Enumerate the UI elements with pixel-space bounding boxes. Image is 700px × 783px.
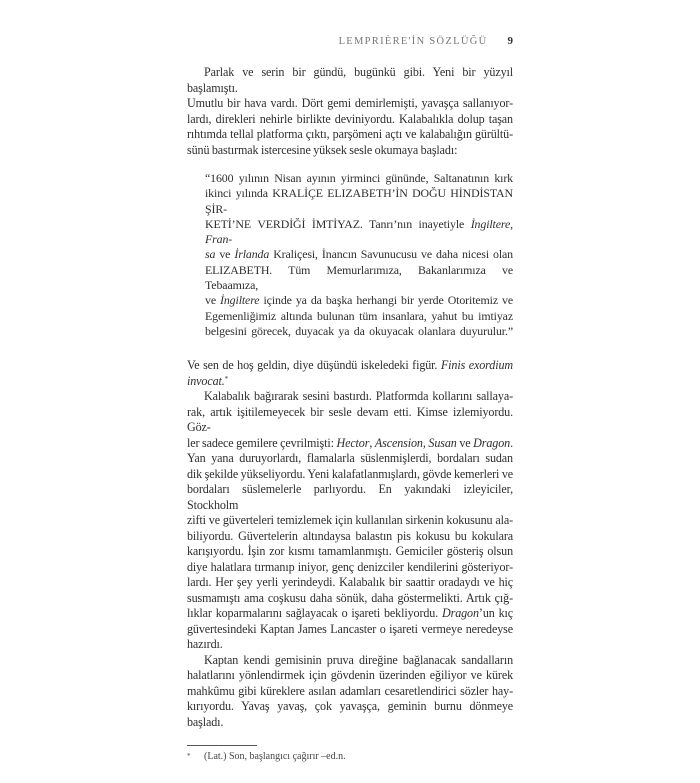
text-line [187, 112, 513, 128]
paragraph [187, 653, 513, 731]
italic-text: Ascension [374, 435, 423, 450]
italic-text: Dragon [473, 435, 511, 450]
text-segment: güvertesindeki Kaptan James Lancaster o işareti vermeye neredeyse [187, 621, 513, 636]
text-segment: Yan yana duruyorlardı, flamalarla süslenmişlerdi, bordaları sudan [187, 451, 513, 466]
text-line [187, 143, 513, 159]
text-segment: . [510, 435, 513, 450]
body-text [187, 65, 513, 730]
book-page [187, 0, 513, 783]
text-segment: lardı, direkleri nehirle birlikte deviniyordu. Kalabalıkla dolup taşan [187, 111, 513, 126]
text-segment: ve [456, 435, 474, 450]
text-segment: , [510, 216, 513, 231]
text-line [205, 263, 513, 294]
text-segment: ’un kıç [478, 606, 513, 621]
italic-text: invocat. [187, 373, 225, 388]
text-line [187, 436, 513, 452]
text-segment: ELIZABETH. Tüm Memurlarımıza, Bakanlarımıza ve Tebaamıza, [205, 262, 513, 293]
footnote [187, 750, 513, 783]
italic-text: sa [205, 247, 216, 262]
text-line [187, 451, 513, 467]
text-segment: rıhtımda tellal platforma çıktı, parşömeni açtı ve kalabalığın gürültü- [187, 127, 513, 141]
text-segment: Kalabalık bağırarak sesini bastırdı. Platformda kollarını sallaya- [204, 389, 513, 404]
text-line [205, 171, 513, 186]
text-segment: bordaları süslemelerle parlıyordu. En yakındaki izleyiciler, Stockholm [187, 482, 513, 512]
text-segment: ler sadece gemilere çevrilmişti: [187, 435, 337, 450]
text-line [187, 65, 513, 96]
text-line [187, 637, 513, 653]
footnote-mark: * [187, 752, 191, 761]
text-segment: sünü bastırmak istercesine yüksek sesle okumaya başladı: [187, 142, 458, 157]
text-segment: Kaptan kendi gemisinin pruva direğine bağlanacak sandalların [204, 652, 513, 667]
italic-text: Finis exordium [440, 358, 513, 373]
text-line [205, 293, 513, 308]
text-segment: hazırdı. [187, 637, 223, 652]
italic-text: Dragon [442, 606, 479, 621]
text-segment: biliyordu. Güvertelerin altındaysa balastın pis kokusu bu kokulara [187, 528, 513, 543]
text-segment: belgesini görecek, duyacak ya da okuyacak olanlara duyurulur.” [205, 323, 513, 338]
text-segment: zifti ve güverteleri temizlemek için kullanılan sirkenin kokusunu ala- [187, 513, 513, 528]
text-line [187, 389, 513, 405]
text-line [187, 699, 513, 730]
page-number: 9 [507, 35, 513, 47]
text-segment: Parlak ve serin bir gündü, bugünkü gibi. Yeni bir yüzyıl başlamıştı. [187, 65, 513, 95]
text-segment: ve [215, 247, 235, 262]
text-segment: Egemenliğimiz altında bulunan tüm insanlara, yahut bu imtiyaz [205, 308, 513, 323]
text-line [187, 482, 513, 513]
text-segment: dik şekilde yükseliyordu. Yeni kalafatlanmışlardı, gövde kemerleri ve [187, 466, 513, 481]
text-line [205, 247, 513, 262]
text-line [187, 622, 513, 638]
text-segment: karışıyordu. İşin zor kısmı tamamlanmıştı. Gemiciler gösteriş olsun [187, 544, 513, 559]
paragraph [187, 65, 513, 158]
text-line [187, 96, 513, 112]
text-segment: ve [205, 293, 221, 308]
paragraph [187, 389, 513, 653]
text-line [205, 324, 513, 339]
text-line [205, 217, 513, 248]
italic-text: Hector [336, 435, 370, 450]
text-line [187, 684, 513, 700]
italic-text: Susan [428, 435, 457, 450]
text-segment: halatlarını yönlendirmek için gövdenin üzerinden eğiliyor ve kürek [187, 668, 513, 683]
italic-text: İngiltere [220, 293, 260, 308]
block-quote [205, 171, 513, 339]
text-line [187, 358, 513, 374]
italic-text: İrlanda [234, 247, 270, 262]
text-segment: Kraliçesi, İnancın Savunucusu ve daha nicesi olan [269, 247, 514, 262]
text-segment: mahkûmu gibi küreklere asılan adamları cesaretlendirici sözler hay- [187, 683, 513, 698]
text-segment: rak, artık işitilemeyecek bir sesle devam etti. Kimse izlemiyordu. Göz- [187, 404, 513, 435]
text-segment: diye halatlara tırmanıp iniyor, genç denizciler kendilerini gösteriyor- [187, 559, 513, 574]
text-segment: ikinci yılında KRALİÇE ELIZABETH’İN DOĞU HİNDİSTAN ŞİR- [205, 186, 513, 216]
text-line [187, 591, 513, 607]
text-line [187, 575, 513, 591]
text-segment: Umutlu bir hava vardı. Dört gemi demirlemişti, yavaşça sallanıyor- [187, 96, 513, 110]
text-segment: susmamıştı ama coşkusu daha sönük, daha göstermelikti. Artık çığ- [187, 590, 513, 605]
text-line [187, 653, 513, 669]
paragraph [187, 358, 513, 389]
footnote-text: (Lat.) Son, başlangıcı çağırır –ed.n. [204, 751, 346, 763]
text-line [187, 544, 513, 560]
text-line [187, 560, 513, 576]
text-segment: kırıyordu. Yavaş yavaş, çok yavaşça, geminin burnu dönmeye başladı. [187, 699, 513, 729]
text-line [187, 529, 513, 545]
text-segment: KETİ’NE VERDİĞİ İMTİYAZ. Tanrı’nın inayetiyle [205, 216, 471, 231]
running-header [187, 34, 513, 49]
italic-text: İngiltere [470, 216, 511, 231]
text-segment: , [369, 435, 375, 450]
text-segment: lıklar koparmalarını sağlayacak o işareti bekliyordu. [187, 606, 442, 621]
text-segment: içinde ya da başka herhangi bir yerde Otoritemiz ve [259, 293, 514, 308]
text-line [187, 127, 513, 143]
text-segment: lardı. Her şey yerli yerindeydi. Kalabalık bir saattir oradaydı ve hiç [187, 575, 513, 590]
italic-text: Fran- [205, 232, 233, 247]
text-line [205, 309, 513, 324]
text-line [187, 467, 513, 483]
footnote-divider [187, 745, 257, 746]
text-line [187, 606, 513, 622]
text-line [187, 374, 513, 390]
text-segment: “1600 yılının Nisan ayının yirminci gününde, Saltanatının kırk [205, 171, 513, 185]
text-segment: , [422, 435, 429, 450]
footnote-reference: * [224, 374, 229, 383]
text-line [205, 186, 513, 217]
text-segment: Ve sen de hoş geldin, diye düşündü iskeledeki figür. [187, 358, 441, 373]
running-title: LEMPRIÈRE'İN SÖZLÜĞÜ [338, 36, 488, 47]
text-line [187, 668, 513, 684]
text-line [187, 405, 513, 436]
text-line [187, 513, 513, 529]
